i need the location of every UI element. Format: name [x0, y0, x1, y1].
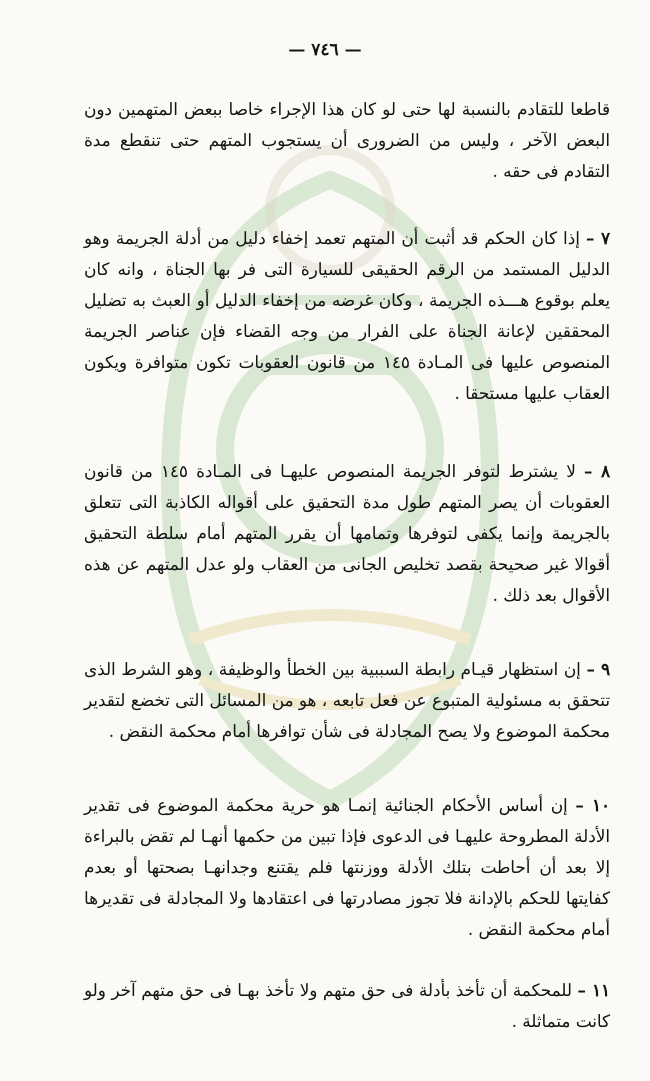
- paragraph-text: إن أساس الأحكام الجنائية إنمـا هو حرية محكمة الموضوع فى تقدير الأدلة المطروحة عليهـا فى الدعوى فإذا تبين من حكمها أنهـا لم تقض بالبراءة إلا بعد أن أحاطت بتلك الأدلة ووزنتها فلم يقتنع وجدانهـا بصحتها أو بعدم كفايتها للحكم بالإدانة فلا تجوز مصادرتها فى اعتقادها ولا المجادلة فى تقديرها أمام محكمة النقض .: [84, 795, 610, 939]
- paragraph-9: [84, 654, 610, 747]
- page-number: — ٧٤٦ —: [288, 40, 362, 60]
- paragraph-7: [84, 223, 610, 409]
- paragraph-11: [84, 975, 610, 1037]
- paragraph-text: إذا كان الحكم قد أثبت أن المتهم تعمد إخفاء دليل من أدلة الجريمة وهو الدليل المستمد من الرقم الحقيقى للسيارة التى فر بها الجناة ، وانه كان يعلم بوقوع هـــذه الجريمة ، وكان غرضه من إخفاء الدليل أو العبث به تضليل المحققين لإعانة الجناة على الفرار من وجه القضاء فإن عناصر الجريمة المنصوص عليها فى المـادة ١٤٥ من قانون العقوبات تكون متوافرة ويكون العقاب عليها مستحقا .: [84, 228, 610, 403]
- paragraph-text: إن استظهار قيـام رابطة السببية بين الخطأ والوظيفة ، وهو الشرط الذى تتحقق به مسئولية المتبوع عن فعل تابعه ، هو من المسائل التى تخضع لتقدير محكمة الموضوع ولا يصح المجادلة فى شأن توافرها أمام محكمة النقض .: [84, 659, 610, 741]
- paragraph-number: ١١ –: [577, 980, 611, 1000]
- paragraph-10: [84, 790, 610, 945]
- paragraph-number: ٧ –: [585, 228, 610, 248]
- paragraph-text: لا يشترط لتوفر الجريمة المنصوص عليهـا فى المـادة ١٤٥ من قانون العقوبات أن يصر المتهم طول مدة التحقيق على أقواله الكاذبة التى تتعلق بالجريمة وإنما يكفى لتوفرها وتمامها أن يقرر المتهم أمام سلطة التحقيق أقوالا غير صحيحة بقصد تخليص الجانى من العقاب ولو عدل المتهم عن هذه الأقوال بعد ذلك .: [84, 461, 610, 605]
- paragraph-text: للمحكمة أن تأخذ بأدلة فى حق متهم ولا تأخذ بهـا فى حق متهم آخر ولو كانت متماثلة .: [84, 980, 610, 1031]
- paragraph-8: [84, 456, 610, 611]
- paragraph-continuation: [84, 94, 610, 187]
- paragraph-text: قاطعا للتقادم بالنسبة لها حتى لو كان هذا الإجراء خاصا ببعض المتهمين دون البعض الآخر ، وليس من الضرورى أن يستجوب المتهم حتى تنقطع مدة التقادم فى حقه .: [84, 99, 610, 181]
- paragraph-number: ٩ –: [586, 659, 610, 679]
- paragraph-number: ١٠ –: [575, 795, 610, 815]
- paragraph-number: ٨ –: [583, 461, 611, 481]
